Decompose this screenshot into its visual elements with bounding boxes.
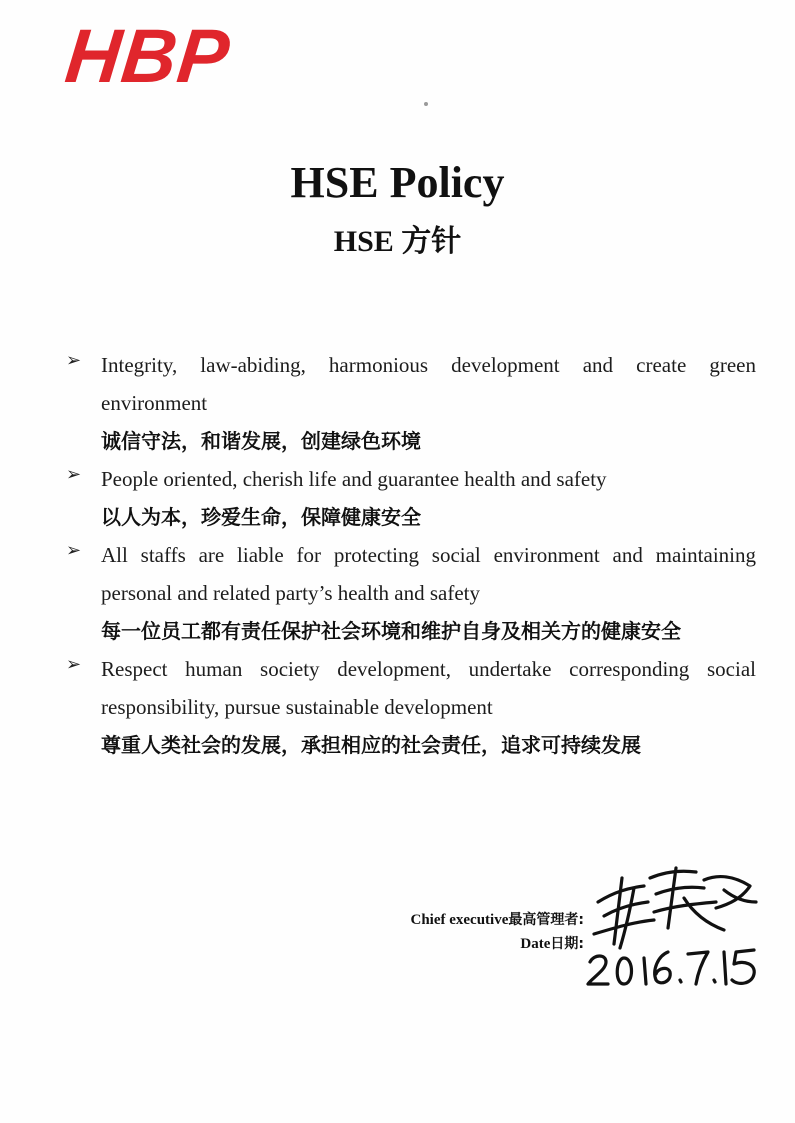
- page-subtitle: HSE 方针: [333, 225, 462, 258]
- policy-text-en: Integrity, law-abiding, harmonious development and create green environment: [101, 353, 756, 415]
- policy-item: [66, 346, 756, 460]
- date-line: [384, 932, 584, 956]
- arrow-bullet-icon: ➢: [66, 464, 82, 485]
- policy-text-zh: 诚信守法，和谐发展，创建绿色环境: [101, 429, 421, 453]
- arrow-bullet-icon: ➢: [66, 540, 82, 561]
- date-label-en: Date: [520, 936, 551, 952]
- policy-text-en: Respect human society development, undertake corresponding social responsibility, pursue sustainable development: [101, 657, 756, 719]
- policy-item: [66, 460, 756, 536]
- policy-item: [66, 536, 756, 650]
- signatory-block: [384, 908, 584, 956]
- policy-text-zh: 以人为本，珍爱生命，保障健康安全: [101, 505, 421, 529]
- chief-executive-label-en: Chief executive: [410, 912, 509, 928]
- policy-text-en: People oriented, cherish life and guarantee health and safety: [101, 467, 607, 491]
- date-label-zh: 日期:: [550, 936, 584, 952]
- chief-executive-label-zh: 最高管理者:: [508, 912, 584, 928]
- page-title: HSE Policy: [290, 158, 505, 207]
- arrow-bullet-icon: ➢: [66, 654, 82, 675]
- arrow-bullet-icon: ➢: [66, 350, 82, 371]
- policy-item: [66, 650, 756, 764]
- company-logo: HBP: [61, 14, 234, 99]
- chief-executive-line: [384, 908, 584, 932]
- policy-list: [66, 346, 756, 764]
- policy-text-en: All staffs are liable for protecting social environment and maintaining personal and related party’s health and safety: [101, 543, 756, 605]
- policy-text-zh: 尊重人类社会的发展，承担相应的社会责任，追求可持续发展: [101, 733, 641, 757]
- policy-text-zh: 每一位员工都有责任保护社会环境和维护自身及相关方的健康安全: [101, 619, 681, 643]
- scan-speck: [424, 102, 428, 106]
- handwritten-signature: [584, 858, 764, 998]
